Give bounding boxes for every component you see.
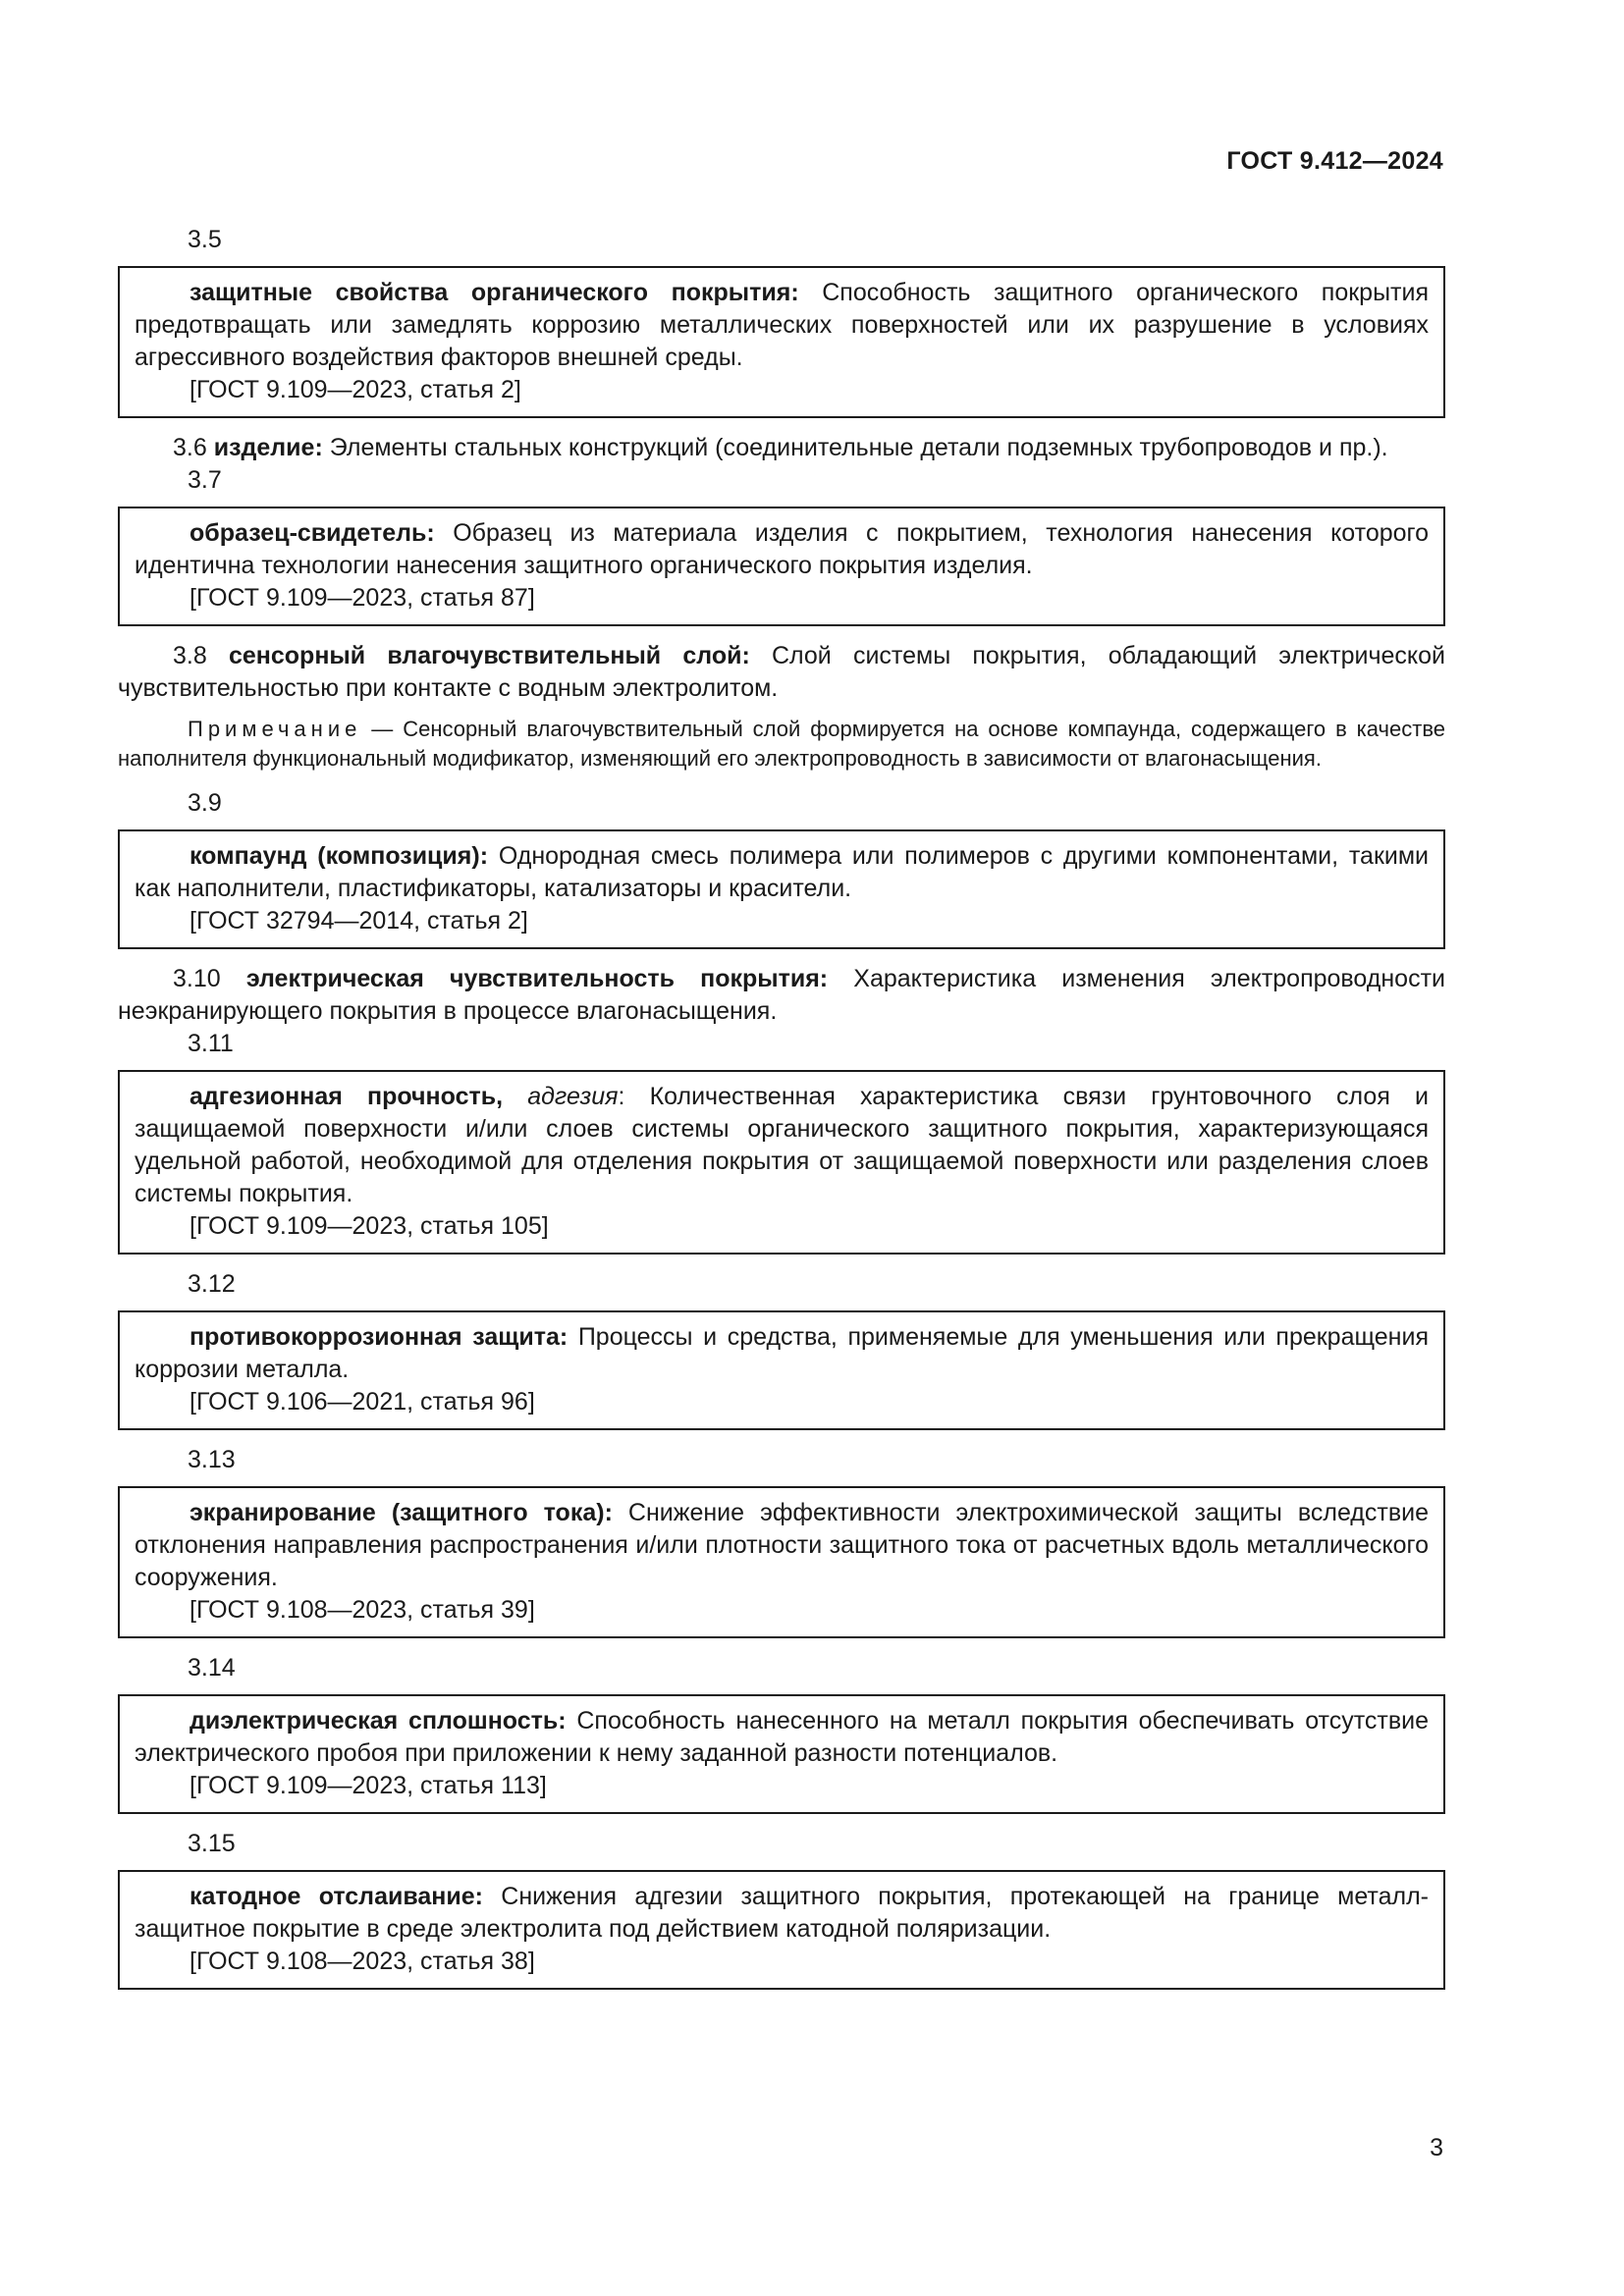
term-source-ref: [ГОСТ 9.109—2023, статья 87] xyxy=(189,584,535,612)
note-label: Примечание xyxy=(188,717,362,741)
note-paragraph xyxy=(118,715,1445,774)
section-number-3-6: 3.6 xyxy=(173,434,207,461)
term-box-3-15 xyxy=(118,1870,1445,1990)
term-source-ref: [ГОСТ 9.109—2023, статья 113] xyxy=(189,1772,547,1799)
definition-text: Снижения адгезии защитного покрытия, протекающей на границе металл-защитное покрытие в среде электролита под действием катодной поляризации. xyxy=(135,1883,1429,1943)
term-definition xyxy=(118,640,1445,705)
definition-text: : Количественная характеристика связи грунтовочного слоя и защищаемой поверхности и/или слоев системы органического защитного покрытия, характеризующаяся удельной работой, необходимой для отделения покрытия от защищаемой поверхности или разделения слоев системы покрытия. xyxy=(135,1083,1429,1207)
term-definition xyxy=(135,277,1429,374)
term-definition xyxy=(135,840,1429,905)
term-definition xyxy=(135,1705,1429,1770)
term-name: противокоррозионная защита: xyxy=(189,1323,568,1351)
term-box-3-13 xyxy=(118,1486,1445,1638)
definition-text: Однородная смесь полимера или полимеров с другими компонентами, такими как наполнители, пластификаторы, катализаторы и красители. xyxy=(135,842,1429,902)
term-source-ref: [ГОСТ 9.106—2021, статья 96] xyxy=(189,1388,535,1415)
definition-text: Слой системы покрытия, обладающий электрической чувствительностью при контакте с водным электролитом. xyxy=(118,642,1445,702)
term-source-ref: [ГОСТ 32794—2014, статья 2] xyxy=(189,907,528,934)
term-name: электрическая чувствительность покрытия: xyxy=(245,965,829,992)
term-definition xyxy=(118,432,1445,464)
definition-text: Характеристика изменения электропроводности неэкранирующего покрытия в процессе влагонасыщения. xyxy=(118,965,1445,1025)
term-paragraph-3-10 xyxy=(118,963,1445,1028)
term-name: изделие: xyxy=(213,434,323,461)
term-source-ref: [ГОСТ 9.109—2023, статья 2] xyxy=(189,376,521,403)
term-definition xyxy=(135,1081,1429,1210)
section-number-3-7: 3.7 xyxy=(188,466,222,494)
page-number: 3 xyxy=(1430,2134,1443,2162)
section-number-3-15: 3.15 xyxy=(188,1830,236,1857)
term-name: адгезионная прочность, xyxy=(189,1083,504,1110)
definition-text: Элементы стальных конструкций (соединительные детали подземных трубопроводов и пр.). xyxy=(322,434,1388,461)
term-paragraph-3-8 xyxy=(118,640,1445,705)
term-name: катодное отслаивание: xyxy=(189,1883,483,1910)
term-box-3-11 xyxy=(118,1070,1445,1255)
definition-text: Процессы и средства, применяемые для уменьшения или прекращения коррозии металла. xyxy=(135,1323,1429,1383)
term-paragraph-3-6 xyxy=(118,432,1445,464)
term-box-3-5 xyxy=(118,266,1445,418)
term-definition xyxy=(135,1497,1429,1594)
term-source-ref: [ГОСТ 9.108—2023, статья 38] xyxy=(189,1948,535,1975)
term-definition xyxy=(118,963,1445,1028)
definition-text: Снижение эффективности электрохимической защиты вследствие отклонения направления распространения и/или плотности защитного тока от расчетных вдоль металлического сооружения. xyxy=(135,1499,1429,1591)
definition-text: Способность защитного органического покрытия предотвращать или замедлять коррозию металлических поверхностей или их разрушение в условиях агрессивного воздействия факторов внешней среды. xyxy=(135,279,1429,371)
term-definition xyxy=(135,1881,1429,1946)
term-name: образец-свидетель: xyxy=(189,519,435,547)
definition-text: Способность нанесенного на металл покрытия обеспечивать отсутствие электрического пробоя при приложении к нему заданной разности потенциалов. xyxy=(135,1707,1429,1767)
term-name: диэлектрическая сплошность: xyxy=(189,1707,567,1735)
section-number-3-8: 3.8 xyxy=(173,642,207,669)
terms-content xyxy=(118,224,1445,2003)
term-box-3-9 xyxy=(118,829,1445,949)
term-name: компаунд (композиция): xyxy=(189,842,489,870)
section-number-3-11: 3.11 xyxy=(188,1030,234,1057)
term-synonym: адгезия xyxy=(527,1083,619,1110)
section-number-3-14: 3.14 xyxy=(188,1654,236,1682)
document-id: ГОСТ 9.412—2024 xyxy=(1226,147,1443,175)
definition-text: Образец из материала изделия с покрытием, технология нанесения которого идентична технологии нанесения защитного органического покрытия изделия. xyxy=(135,519,1429,579)
term-source-ref: [ГОСТ 9.109—2023, статья 105] xyxy=(189,1212,549,1240)
section-number-3-12: 3.12 xyxy=(188,1270,236,1298)
term-definition xyxy=(135,517,1429,582)
term-source-ref: [ГОСТ 9.108—2023, статья 39] xyxy=(189,1596,535,1624)
section-number-3-9: 3.9 xyxy=(188,789,222,817)
note-3-8 xyxy=(118,715,1445,774)
section-number-3-5: 3.5 xyxy=(188,226,222,253)
section-number-3-13: 3.13 xyxy=(188,1446,236,1473)
term-box-3-12 xyxy=(118,1310,1445,1430)
section-number-3-10: 3.10 xyxy=(173,965,221,992)
term-name: сенсорный влагочувствительный слой: xyxy=(228,642,750,669)
term-box-3-14 xyxy=(118,1694,1445,1814)
term-definition xyxy=(135,1321,1429,1386)
term-name: экранирование (защитного тока): xyxy=(189,1499,613,1526)
note-text: — Сенсорный влагочувствительный слой формируется на основе компаунда, содержащего в качестве наполнителя функциональный модификатор, изменяющий его электропроводность в зависимости от влагонасыщения. xyxy=(118,717,1445,771)
term-box-3-7 xyxy=(118,507,1445,626)
term-name: защитные свойства органического покрытия: xyxy=(189,279,799,306)
